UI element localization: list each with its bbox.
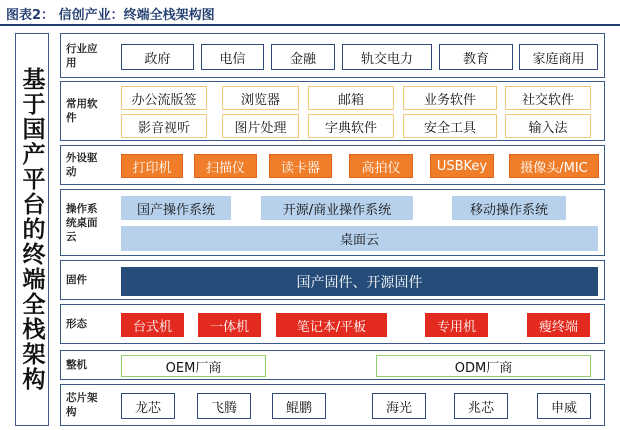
layer-common-software: [60, 81, 605, 141]
software-item: 字典软件: [308, 114, 394, 138]
layer-industry-applications: [60, 33, 605, 78]
form-item: 笔记本/平板: [276, 313, 387, 337]
form-item: 瘦终端: [527, 313, 590, 337]
software-item: 业务软件: [403, 86, 497, 110]
left-vertical-label: 基于国产平台的终端全栈架构: [18, 67, 46, 392]
chip-item: 兆芯: [454, 393, 508, 419]
industry-item: 教育: [439, 44, 513, 70]
software-item: 输入法: [505, 114, 591, 138]
header-divider: [0, 24, 620, 26]
firmware-bar: 国产固件、开源固件: [121, 267, 598, 296]
software-item: 邮箱: [308, 86, 394, 110]
industry-item: 金融: [271, 44, 335, 70]
industry-item: 电信: [201, 44, 264, 70]
layer-os-desktop-cloud: [60, 189, 605, 256]
figure-title: 图表2： 信创产业：终端全栈架构图: [6, 8, 215, 23]
industry-item: 家庭商用: [519, 44, 598, 70]
layer-label-os: 操作系统桌面云: [66, 202, 98, 243]
layer-label-software: 常用软件: [66, 98, 98, 124]
layer-label-form: 形态: [66, 318, 87, 330]
peripheral-item: 打印机: [121, 154, 183, 178]
layer-label-machine: 整机: [66, 359, 87, 371]
chip-item: 龙芯: [121, 393, 175, 419]
form-item: 专用机: [425, 313, 488, 337]
industry-item: 轨交电力: [342, 44, 432, 70]
desktop-cloud-bar: 桌面云: [121, 226, 598, 251]
chip-item: 申威: [537, 393, 591, 419]
chip-item: 海光: [372, 393, 426, 419]
peripheral-item: USBKey: [430, 154, 494, 178]
layer-label-chip: 芯片架构: [66, 392, 98, 418]
layer-whole-machine: [60, 350, 605, 380]
layer-label-firmware: 固件: [66, 274, 87, 286]
software-item: 安全工具: [403, 114, 497, 138]
layer-label-industry: 行业应用: [66, 42, 98, 69]
software-item: 图片处理: [222, 114, 299, 138]
software-item: 浏览器: [222, 86, 299, 110]
os-item: 移动操作系统: [452, 196, 566, 220]
software-item: 影音视听: [121, 114, 207, 138]
software-item: 办公流版签: [121, 86, 207, 110]
form-item: 台式机: [121, 313, 184, 337]
peripheral-item: 高拍仪: [349, 154, 413, 178]
peripheral-item: 读卡器: [269, 154, 332, 178]
os-item: 国产操作系统: [121, 196, 231, 220]
chip-item: 鲲鹏: [272, 393, 326, 419]
os-item: 开源/商业操作系统: [261, 196, 413, 220]
layer-label-peripheral: 外设驱动: [66, 152, 98, 178]
layer-firmware: [60, 260, 605, 300]
left-vertical-label-box: [15, 33, 49, 426]
layer-chip-architecture: [60, 384, 605, 426]
software-item: 社交软件: [505, 86, 591, 110]
machine-item: OEM厂商: [121, 355, 266, 377]
figure-header: [0, 0, 620, 26]
form-item: 一体机: [198, 313, 261, 337]
peripheral-item: 摄像头/MIC: [509, 154, 599, 178]
machine-item: ODM厂商: [376, 355, 591, 377]
layer-peripheral-drivers: [60, 145, 605, 185]
chip-item: 飞腾: [197, 393, 251, 419]
layer-form-factor: [60, 304, 605, 344]
peripheral-item: 扫描仪: [194, 154, 257, 178]
industry-item: 政府: [121, 44, 194, 70]
architecture-diagram: [0, 30, 620, 430]
